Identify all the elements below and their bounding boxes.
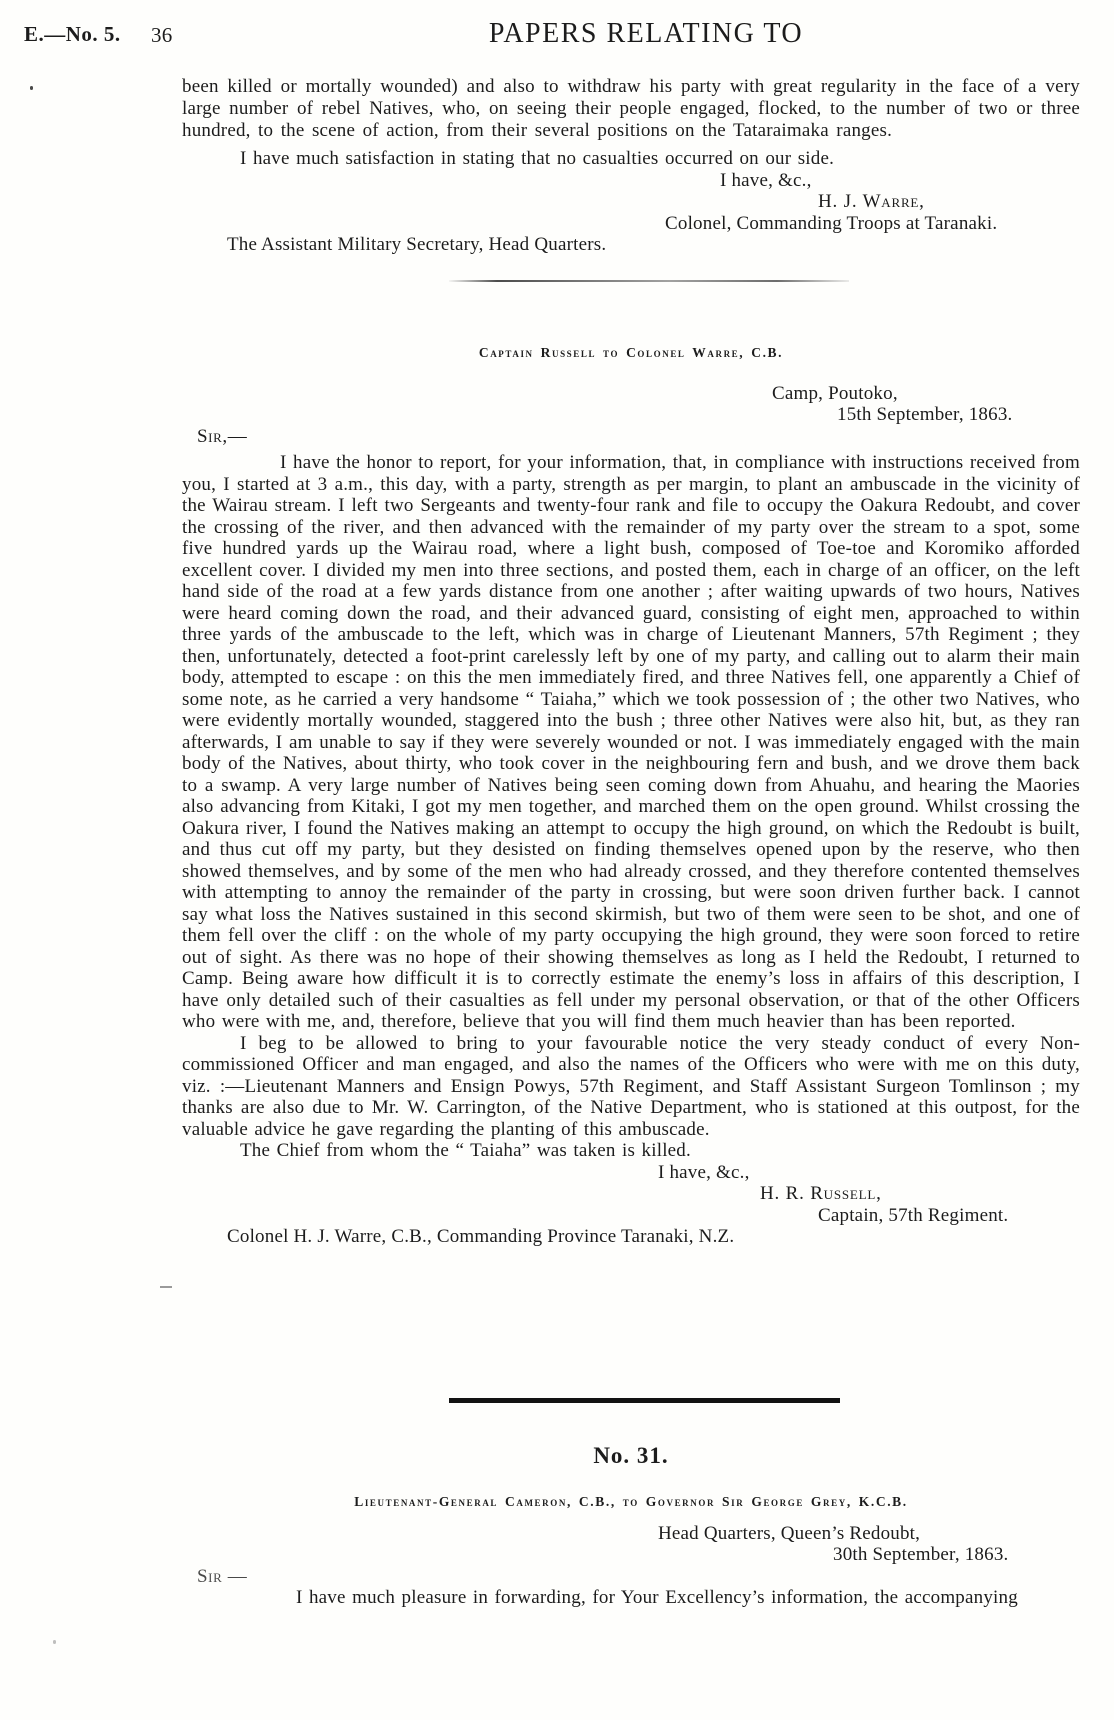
addressee-line: The Assistant Military Secretary, Head Quarters. — [227, 234, 607, 255]
scan-artifact — [160, 1286, 172, 1288]
signature-name: H. J. Warre, — [818, 191, 925, 212]
scan-artifact — [30, 86, 33, 90]
section-divider-thick — [449, 1398, 840, 1403]
paragraph: I beg to be allowed to bring to your favourable notice the very steady conduct of every Non-commissioned Officer and man engaged, and also the names of the Officers who were with me on this duty, viz. :—Lieutenant Manners and Ensign Powys, 57th Regiment, and Staff Assistant Surgeon Tomlinson ; my thanks are also due to Mr. W. Carrington, of the Native Department, who is stationed at this outpost, for the valuable advice he gave regarding the planting of this ambuscade. — [182, 1032, 1080, 1140]
valediction: I have, &c., — [720, 169, 812, 191]
paragraph: The Chief from whom the “ Taiaha” was taken is killed. — [240, 1140, 691, 1161]
salutation: Sir — — [197, 1565, 248, 1587]
section-divider-thin — [449, 280, 849, 282]
place-line: Head Quarters, Queen’s Redoubt, — [658, 1522, 921, 1544]
place-line: Camp, Poutoko, — [772, 382, 898, 404]
paragraph: I have the honor to report, for your information, that, in compliance with instructions received from you, I started at 3 a.m., this day, with a party, strength as per margin, to plant an ambuscade in the vicinity of the Wairau stream. I left two Sergeants and twenty-four rank and file to occupy the Oakura Redoubt, and cover the crossing of the river, and then advanced with the remainder of my party over the stream to a spot, some five hundred yards up the Wairau road, where a light bush, composed of Toe-toe and Koromiko afforded excellent cover. I divided my men into three sections, and posted them, each in charge of an officer, on the left hand side of the road at a few yards distance from one another ; after waiting upwards of two hours, Natives were heard coming down the road, and their advanced guard, consisting of eight men, approached to within three yards of the ambuscade to the left, which was in charge of Lieutenant Manners, 57th Regiment ; they then, unfortunately, detected a foot-print carelessly left by one of my party, and calling out to alarm their main body, attempted to escape : on this the men immediately fired, and three Natives fell, one apparently a Chief of some note, as he carried a very handsome “ Taiaha,” which we took possession of ; the other two Natives, who were evidently mortally wounded, staggered into the bush ; three other Natives were also hit, but, as they ran afterwards, I am unable to say if they were severely wounded or not. I was immediately engaged with the main body of the Natives, about thirty, who took cover in the neighbouring fern and bush, and we drove them back to a swamp. A very large number of Natives being seen coming down from Ahuahu, and hearing the Maories also advancing from Kitaki, I got my men together, and marched them on the open ground. Whilst crossing the Oakura river, I found the Natives making an attempt to occupy the high ground, on which the Redoubt is built, and thus cut off my party, but they desisted on finding themselves opened upon by the reserve, who then showed themselves, and by some of the men who had already crossed, and they therefore contented themselves with attempting to annoy the remainder of the party in crossing, but were soon driven further back. I cannot say what loss the Natives sustained in this second skirmish, but two of them were seen to be shot, and one of them fell over the cliff : on the whole of my party occupying the high ground, they were soon forced to retire out of sight. As there was no hope of their showing themselves as long as I held the Redoubt, I returned to Camp. Being aware how difficult it is to correctly estimate the enemy’s loss in affairs of this description, I have only detailed such of their casualties as fell under my personal observation, or that of the other Officers who were with me, and, therefore, believe that you will find them much heavier than has been reported. — [182, 452, 1080, 1032]
letter-cameron — [182, 1398, 1080, 1609]
document-reference: E.—No. 5. — [24, 22, 121, 46]
date-line: 30th September, 1863. — [833, 1544, 1009, 1565]
signature-name: H. R. Russell, — [760, 1183, 882, 1204]
valediction: I have, &c., — [658, 1161, 750, 1183]
running-title: PAPERS RELATING TO — [488, 18, 804, 49]
signature-title: Captain, 57th Regiment. — [818, 1204, 1009, 1226]
date-line: 15th September, 1863. — [837, 404, 1013, 425]
paragraph: been killed or mortally wounded) and also to withdraw his party with great regularity in the face of a very large number of rebel Natives, who, on seeing their people engaged, flocked, to the number of two or three hundred, to the scene of action, from their several positions on the Tataraimaka ranges. — [182, 76, 1080, 141]
letter-warre-continuation — [182, 76, 1080, 256]
letter-number-heading: No. 31. — [593, 1443, 669, 1468]
page-number: 36 — [151, 23, 173, 47]
addressee-line: Colonel H. J. Warre, C.B., Commanding Province Taranaki, N.Z. — [227, 1226, 735, 1247]
paragraph: I have much pleasure in forwarding, for Your Excellency’s information, the accompanying — [296, 1587, 1018, 1608]
letter-russell — [182, 344, 1080, 1248]
letter-heading: Captain Russell to Colonel Warre, C.B. — [478, 344, 784, 360]
text-column — [182, 0, 1080, 1248]
salutation: Sir,— — [197, 425, 248, 447]
letter-heading: Lieutenant-General Cameron, C.B., to Governor Sir George Grey, K.C.B. — [354, 1493, 908, 1509]
signature-title: Colonel, Commanding Troops at Taranaki. — [665, 212, 998, 234]
paragraph: I have much satisfaction in stating that no casualties occurred on our side. — [240, 148, 835, 169]
scan-artifact — [53, 1640, 56, 1644]
